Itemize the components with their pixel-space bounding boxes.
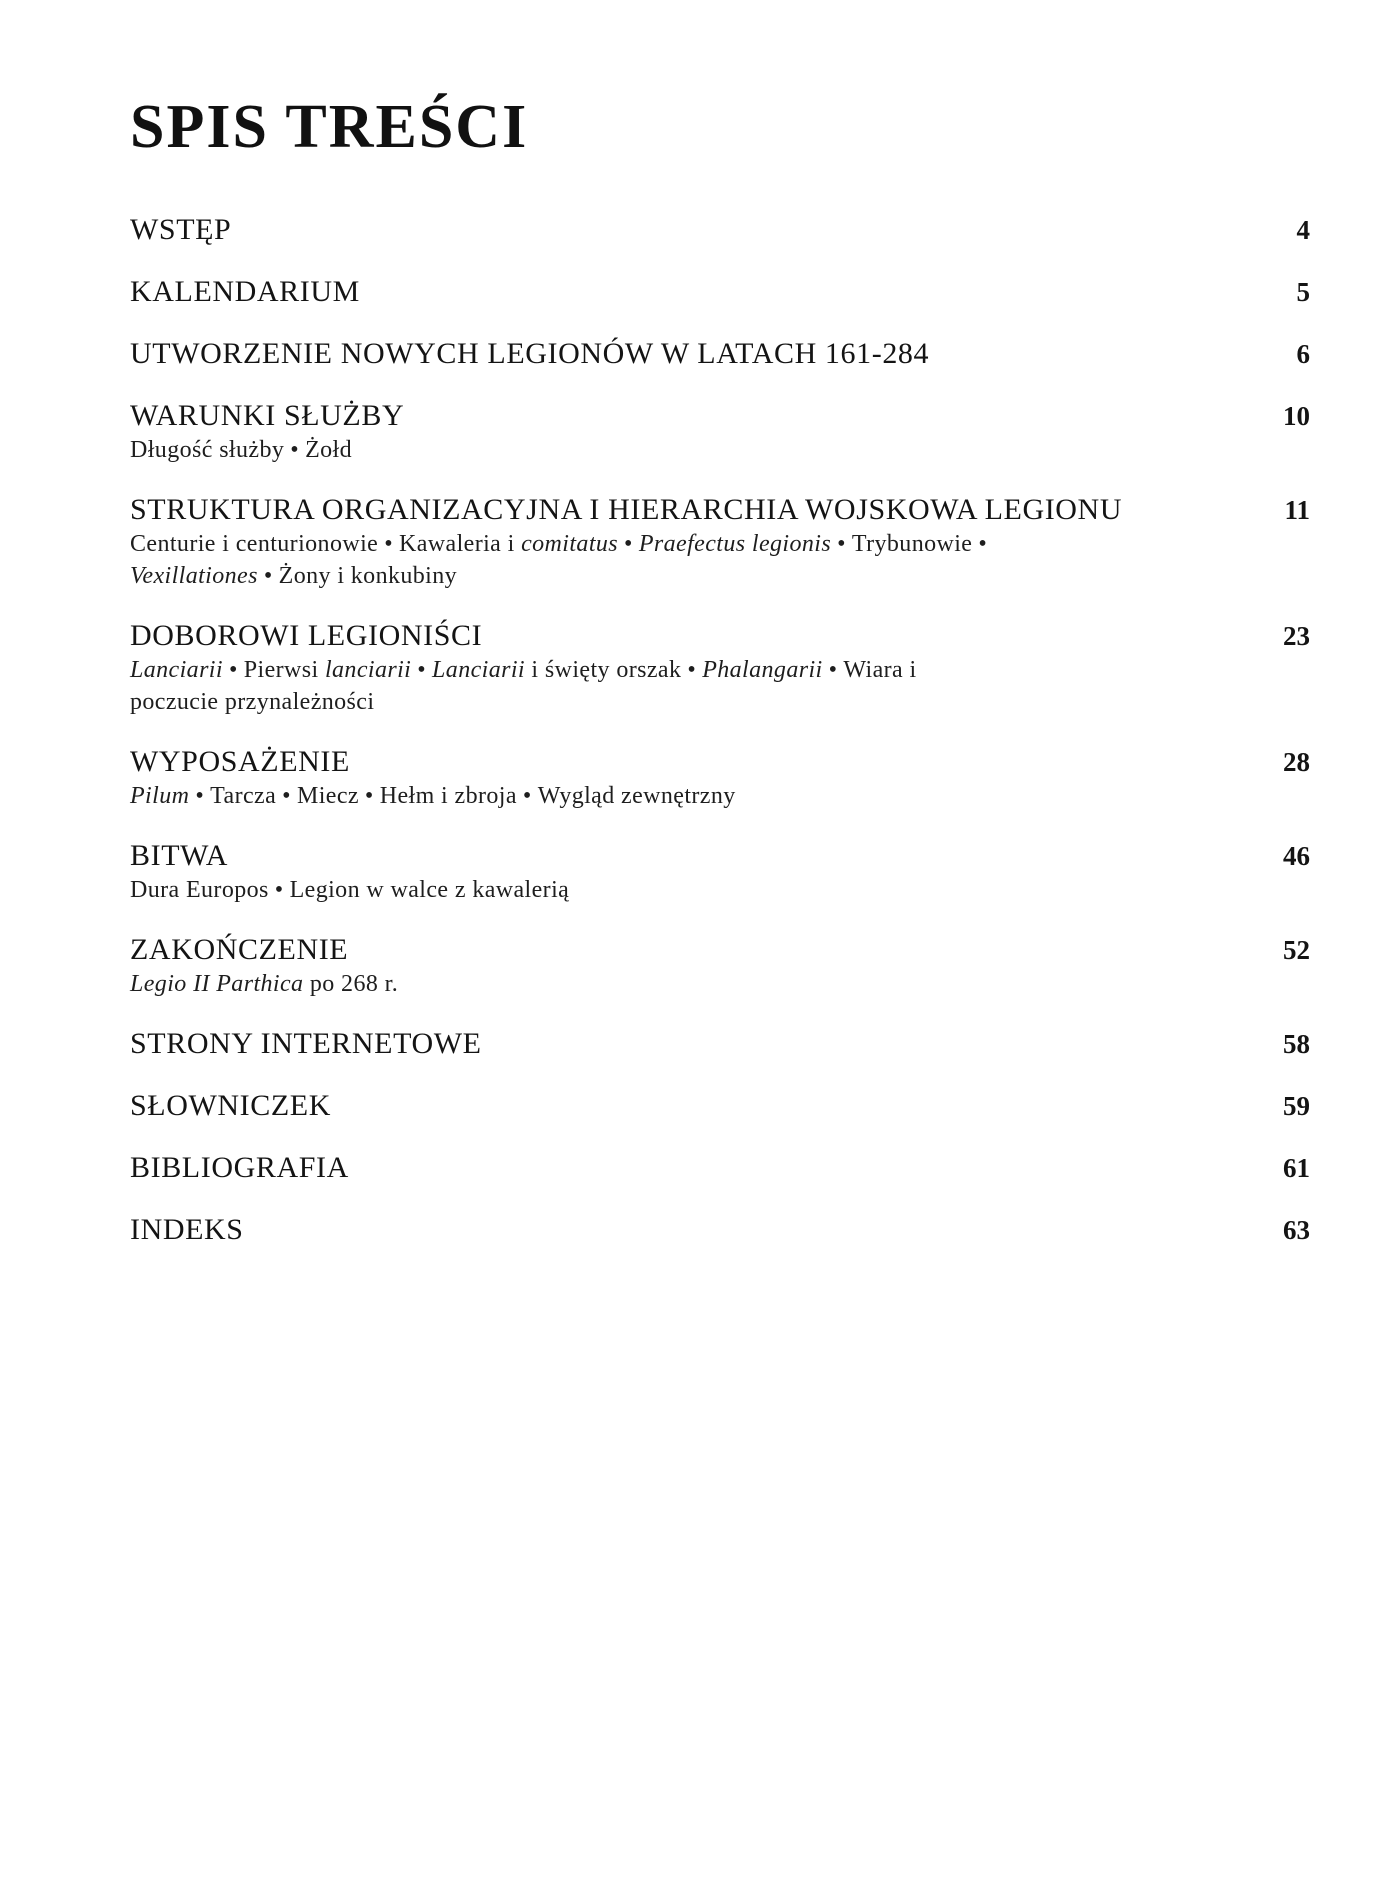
toc-subtopic: Długość służby [130, 437, 285, 463]
bullet-separator: • [290, 437, 300, 463]
toc-subtopic: Centurie i centurionowie [130, 531, 379, 557]
toc-heading: STRUKTURA ORGANIZACYJNA I HIERARCHIA WOJSKOWA LEGIONU [130, 493, 1123, 526]
toc-subtopic: Phalangarii [702, 657, 823, 683]
toc-list [130, 212, 1310, 1274]
toc-entry [130, 932, 1310, 1000]
toc-entry-row [130, 492, 1310, 528]
toc-entry [130, 1150, 1310, 1186]
bullet-separator: • [228, 657, 238, 683]
toc-subtopic: Kawaleria i [399, 531, 522, 557]
toc-entry [130, 1212, 1310, 1248]
toc-subtopic: i święty orszak [525, 657, 682, 683]
toc-subtopic: Wiara i poczucie przynależności [130, 657, 917, 715]
toc-page-number: 59 [1283, 1091, 1310, 1121]
bullet-separator: • [282, 783, 291, 809]
toc-subtopic: Żołd [305, 437, 353, 463]
toc-entry-row [130, 336, 1310, 372]
bullet-separator: • [624, 531, 633, 557]
toc-page-number: 52 [1283, 935, 1310, 965]
toc-entry-row [130, 744, 1310, 780]
toc-heading: SŁOWNICZEK [130, 1089, 331, 1122]
bullet-separator: • [263, 563, 273, 589]
toc-entry-row [130, 1088, 1310, 1124]
toc-subtopic: Miecz [296, 783, 359, 809]
bullet-separator: • [837, 531, 846, 557]
toc-heading: KALENDARIUM [130, 275, 360, 308]
toc-subtopics [130, 968, 1010, 1000]
bullet-separator: • [274, 877, 284, 903]
toc-subtopic: Żony i konkubiny [278, 563, 458, 589]
bullet-separator: • [828, 657, 838, 683]
toc-page-number: 11 [1284, 495, 1310, 525]
toc-subtopic: Dura Europos [130, 877, 269, 903]
bullet-separator: • [978, 531, 988, 557]
bullet-separator: • [687, 657, 697, 683]
toc-entry-row [130, 1026, 1310, 1062]
toc-page-number: 10 [1283, 401, 1310, 431]
toc-heading: WYPOSAŻENIE [130, 745, 350, 778]
toc-subtopics [130, 528, 1010, 592]
toc-page-number: 63 [1283, 1215, 1310, 1245]
toc-page [130, 0, 1310, 1888]
toc-page-number: 5 [1296, 277, 1310, 307]
toc-heading: DOBOROWI LEGIONIŚCI [130, 619, 483, 652]
toc-entry [130, 398, 1310, 466]
toc-entry-row [130, 618, 1310, 654]
toc-heading: UTWORZENIE NOWYCH LEGIONÓW W LATACH 161-284 [130, 337, 930, 370]
toc-page-number: 46 [1283, 841, 1310, 871]
bullet-separator: • [522, 783, 532, 809]
toc-subtopic: Trybunowie [851, 531, 973, 557]
bullet-separator: • [364, 783, 374, 809]
toc-subtopic: po 268 r. [303, 971, 399, 997]
toc-subtopic: Praefectus legionis [638, 531, 832, 557]
toc-entry-row [130, 1212, 1310, 1248]
toc-heading: WSTĘP [130, 213, 232, 246]
toc-heading: WARUNKI SŁUŻBY [130, 399, 405, 432]
toc-subtopic: Pilum [130, 783, 190, 809]
toc-entry-row [130, 274, 1310, 310]
toc-subtopic: Vexillationes [130, 563, 258, 589]
toc-subtopic: comitatus [521, 531, 619, 557]
toc-page-number: 28 [1283, 747, 1310, 777]
toc-entry [130, 1026, 1310, 1062]
toc-heading: BITWA [130, 839, 228, 872]
toc-entry-row [130, 932, 1310, 968]
toc-page-number: 61 [1283, 1153, 1310, 1183]
toc-entry-row [130, 838, 1310, 874]
toc-subtopic: Tarcza [210, 783, 277, 809]
toc-entry [130, 212, 1310, 248]
toc-subtopics [130, 434, 1010, 466]
toc-entry [130, 618, 1310, 718]
toc-entry [130, 274, 1310, 310]
toc-entry-row [130, 1150, 1310, 1186]
toc-page-number: 4 [1296, 215, 1310, 245]
toc-subtopics [130, 780, 1010, 812]
toc-page-number: 23 [1283, 621, 1310, 651]
toc-subtopic: Wygląd zewnętrzny [537, 783, 736, 809]
toc-entry [130, 336, 1310, 372]
toc-entry [130, 838, 1310, 906]
toc-entry [130, 492, 1310, 592]
toc-page-number: 6 [1296, 339, 1310, 369]
toc-subtopic: lanciarii [324, 657, 412, 683]
toc-heading: BIBLIOGRAFIA [130, 1151, 349, 1184]
toc-heading: INDEKS [130, 1213, 244, 1246]
toc-subtopic: Lanciarii [432, 657, 525, 683]
bullet-separator: • [384, 531, 394, 557]
bullet-separator: • [195, 783, 205, 809]
toc-subtopic: Legio II Parthica [130, 971, 304, 997]
toc-entry [130, 744, 1310, 812]
toc-heading: STRONY INTERNETOWE [130, 1027, 482, 1060]
toc-entry [130, 1088, 1310, 1124]
toc-subtopic: Pierwsi [243, 657, 325, 683]
toc-page-number: 58 [1283, 1029, 1310, 1059]
toc-subtopic: Legion w walce z kawalerią [289, 877, 570, 903]
bullet-separator: • [417, 657, 427, 683]
toc-entry-row [130, 398, 1310, 434]
toc-subtopics [130, 874, 1010, 906]
toc-heading: ZAKOŃCZENIE [130, 933, 349, 966]
page-title: SPIS TREŚCI [130, 93, 529, 161]
toc-entry-row [130, 212, 1310, 248]
toc-subtopics [130, 654, 1010, 718]
toc-subtopic: Hełm i zbroja [379, 783, 517, 809]
toc-subtopic: Lanciarii [130, 657, 223, 683]
